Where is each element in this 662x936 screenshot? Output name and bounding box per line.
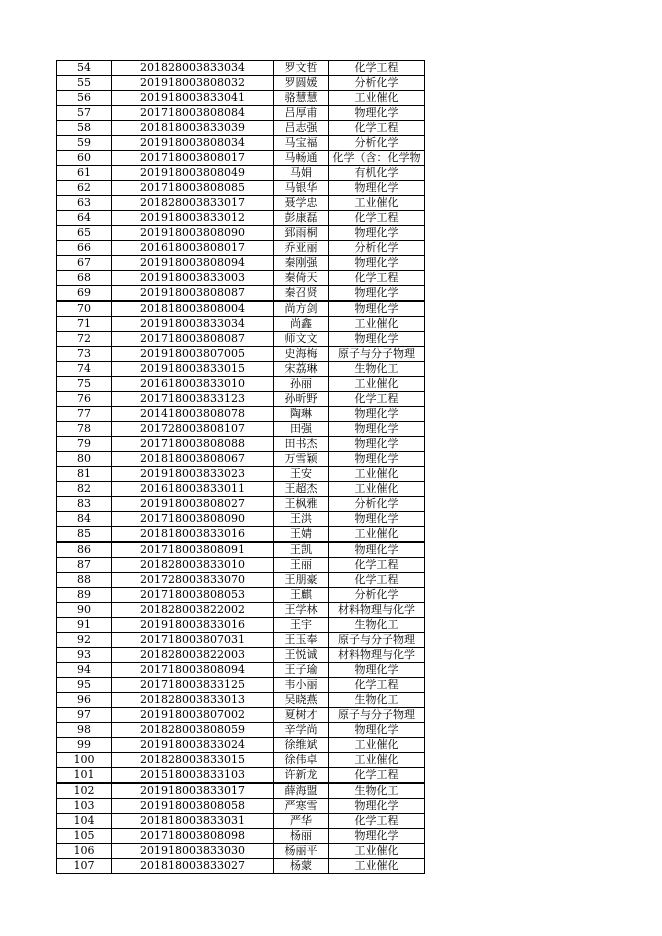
table-row xyxy=(57,497,425,512)
table-row xyxy=(57,362,425,377)
student-name-cell[interactable]: 马银华 xyxy=(274,181,329,196)
student-id-cell[interactable]: 201818003833016 xyxy=(112,527,274,543)
student-id-cell[interactable]: 201828003808059 xyxy=(112,723,274,738)
student-name-cell[interactable]: 万雪颖 xyxy=(274,452,329,467)
table-row xyxy=(57,783,425,799)
row-number-cell[interactable]: 93 xyxy=(57,648,112,663)
row-number-cell[interactable]: 84 xyxy=(57,512,112,527)
student-id-cell[interactable]: 201718003808087 xyxy=(112,332,274,347)
major-cell[interactable]: 化学工程 xyxy=(329,392,425,407)
table-row xyxy=(57,527,425,543)
table-row xyxy=(57,286,425,302)
major-cell[interactable]: 工业催化 xyxy=(329,753,425,768)
student-id-cell[interactable]: 201718003808017 xyxy=(112,151,274,166)
table-row xyxy=(57,166,425,181)
student-id-cell[interactable]: 201518003833103 xyxy=(112,768,274,784)
major-cell[interactable]: 物理化学 xyxy=(329,181,425,196)
row-number-cell[interactable]: 100 xyxy=(57,753,112,768)
student-name-cell[interactable]: 郅雨桐 xyxy=(274,226,329,241)
major-cell[interactable]: 工业催化 xyxy=(329,317,425,332)
row-number-cell[interactable]: 87 xyxy=(57,558,112,573)
major-cell[interactable]: 物理化学 xyxy=(329,437,425,452)
row-number-cell[interactable]: 54 xyxy=(57,61,112,76)
row-number-cell[interactable]: 60 xyxy=(57,151,112,166)
major-cell[interactable]: 物理化学 xyxy=(329,407,425,422)
table-row xyxy=(57,573,425,588)
table-row xyxy=(57,151,425,166)
student-name-cell[interactable]: 孙丽 xyxy=(274,377,329,392)
student-name-cell[interactable]: 师文文 xyxy=(274,332,329,347)
table-row xyxy=(57,301,425,317)
major-cell[interactable]: 化学工程 xyxy=(329,573,425,588)
row-number-cell[interactable]: 106 xyxy=(57,844,112,859)
major-cell[interactable]: 物理化学 xyxy=(329,452,425,467)
major-cell[interactable]: 有机化学 xyxy=(329,166,425,181)
student-id-cell[interactable]: 201818003808004 xyxy=(112,301,274,317)
student-id-cell[interactable]: 201918003808087 xyxy=(112,286,274,302)
student-id-cell[interactable]: 201918003833034 xyxy=(112,317,274,332)
student-name-cell[interactable]: 马宝福 xyxy=(274,136,329,151)
row-number-cell[interactable]: 86 xyxy=(57,542,112,558)
major-cell[interactable]: 分析化学 xyxy=(329,241,425,256)
student-name-cell[interactable]: 田强 xyxy=(274,422,329,437)
student-name-cell[interactable]: 宋荔琳 xyxy=(274,362,329,377)
student-name-cell[interactable]: 严华 xyxy=(274,814,329,829)
row-number-cell[interactable]: 74 xyxy=(57,362,112,377)
table-row xyxy=(57,317,425,332)
student-id-cell[interactable]: 201718003807031 xyxy=(112,633,274,648)
student-id-cell[interactable]: 201918003807005 xyxy=(112,347,274,362)
major-cell[interactable]: 工业催化 xyxy=(329,467,425,482)
major-cell[interactable]: 生物化工 xyxy=(329,362,425,377)
row-number-cell[interactable]: 104 xyxy=(57,814,112,829)
major-cell[interactable]: 化学工程 xyxy=(329,814,425,829)
student-name-cell[interactable]: 严寒雪 xyxy=(274,799,329,814)
student-name-cell[interactable]: 王玉奉 xyxy=(274,633,329,648)
student-name-cell[interactable]: 王宇 xyxy=(274,618,329,633)
table-row xyxy=(57,452,425,467)
major-cell[interactable]: 化学工程 xyxy=(329,211,425,226)
student-name-cell[interactable]: 秦刚强 xyxy=(274,256,329,271)
student-name-cell[interactable]: 尚鑫 xyxy=(274,317,329,332)
row-number-cell[interactable]: 65 xyxy=(57,226,112,241)
student-name-cell[interactable]: 骆慧慧 xyxy=(274,91,329,106)
row-number-cell[interactable]: 76 xyxy=(57,392,112,407)
student-table xyxy=(56,60,425,874)
table-row xyxy=(57,136,425,151)
major-cell[interactable]: 材料物理与化学 xyxy=(329,648,425,663)
student-id-cell[interactable]: 201718003808053 xyxy=(112,588,274,603)
major-cell[interactable]: 分析化学 xyxy=(329,497,425,512)
student-id-cell[interactable]: 201818003833039 xyxy=(112,121,274,136)
student-id-cell[interactable]: 201718003808090 xyxy=(112,512,274,527)
student-name-cell[interactable]: 彭康磊 xyxy=(274,211,329,226)
major-cell[interactable]: 原子与分子物理 xyxy=(329,633,425,648)
table-row xyxy=(57,693,425,708)
table-row xyxy=(57,512,425,527)
row-number-cell[interactable]: 61 xyxy=(57,166,112,181)
student-name-cell[interactable]: 徐伟卓 xyxy=(274,753,329,768)
student-id-cell[interactable]: 201918003833015 xyxy=(112,362,274,377)
row-number-cell[interactable]: 85 xyxy=(57,527,112,543)
row-number-cell[interactable]: 59 xyxy=(57,136,112,151)
table-row xyxy=(57,618,425,633)
student-name-cell[interactable]: 秦召贤 xyxy=(274,286,329,302)
table-row xyxy=(57,829,425,844)
row-number-cell[interactable]: 98 xyxy=(57,723,112,738)
student-id-cell[interactable]: 201828003822003 xyxy=(112,648,274,663)
student-id-cell[interactable]: 201718003808098 xyxy=(112,829,274,844)
student-id-cell[interactable]: 201818003833027 xyxy=(112,859,274,874)
student-name-cell[interactable]: 辛学尚 xyxy=(274,723,329,738)
major-cell[interactable]: 生物化工 xyxy=(329,783,425,799)
row-number-cell[interactable]: 99 xyxy=(57,738,112,753)
major-cell[interactable]: 化学工程 xyxy=(329,558,425,573)
table-row xyxy=(57,181,425,196)
row-number-cell[interactable]: 70 xyxy=(57,301,112,317)
major-cell[interactable]: 工业催化 xyxy=(329,527,425,543)
major-cell[interactable]: 工业催化 xyxy=(329,738,425,753)
major-cell[interactable]: 生物化工 xyxy=(329,618,425,633)
student-name-cell[interactable]: 马畅通 xyxy=(274,151,329,166)
major-cell[interactable]: 物理化学 xyxy=(329,663,425,678)
row-number-cell[interactable]: 96 xyxy=(57,693,112,708)
student-name-cell[interactable]: 王朋豪 xyxy=(274,573,329,588)
row-number-cell[interactable]: 63 xyxy=(57,196,112,211)
student-id-cell[interactable]: 201718003808091 xyxy=(112,542,274,558)
student-name-cell[interactable]: 史海梅 xyxy=(274,347,329,362)
major-cell[interactable]: 物理化学 xyxy=(329,332,425,347)
major-cell[interactable]: 工业催化 xyxy=(329,859,425,874)
student-id-cell[interactable]: 201918003808049 xyxy=(112,166,274,181)
student-id-cell[interactable]: 201918003808034 xyxy=(112,136,274,151)
student-id-cell[interactable]: 201918003808058 xyxy=(112,799,274,814)
row-number-cell[interactable]: 97 xyxy=(57,708,112,723)
student-id-cell[interactable]: 201818003808067 xyxy=(112,452,274,467)
row-number-cell[interactable]: 82 xyxy=(57,482,112,497)
row-number-cell[interactable]: 101 xyxy=(57,768,112,784)
table-row xyxy=(57,768,425,784)
student-id-cell[interactable]: 201728003833070 xyxy=(112,573,274,588)
student-id-cell[interactable]: 201828003833010 xyxy=(112,558,274,573)
row-number-cell[interactable]: 73 xyxy=(57,347,112,362)
student-id-cell[interactable]: 201718003833125 xyxy=(112,678,274,693)
student-id-cell[interactable]: 201918003808090 xyxy=(112,226,274,241)
student-name-cell[interactable]: 吴晓燕 xyxy=(274,693,329,708)
table-row xyxy=(57,467,425,482)
student-id-cell[interactable]: 201918003833003 xyxy=(112,271,274,286)
table-body xyxy=(57,61,425,874)
table-row xyxy=(57,106,425,121)
student-name-cell[interactable]: 王麒 xyxy=(274,588,329,603)
row-number-cell[interactable]: 107 xyxy=(57,859,112,874)
student-name-cell[interactable]: 孙昕野 xyxy=(274,392,329,407)
major-cell[interactable]: 化学工程 xyxy=(329,678,425,693)
row-number-cell[interactable]: 103 xyxy=(57,799,112,814)
table-row xyxy=(57,603,425,618)
row-number-cell[interactable]: 56 xyxy=(57,91,112,106)
major-cell[interactable]: 工业催化 xyxy=(329,91,425,106)
student-id-cell[interactable]: 201918003808027 xyxy=(112,497,274,512)
student-name-cell[interactable]: 王婧 xyxy=(274,527,329,543)
student-id-cell[interactable]: 201728003808107 xyxy=(112,422,274,437)
student-id-cell[interactable]: 201918003808032 xyxy=(112,76,274,91)
table-row xyxy=(57,633,425,648)
table-row xyxy=(57,558,425,573)
student-name-cell[interactable]: 夏树才 xyxy=(274,708,329,723)
student-id-cell[interactable]: 201618003808017 xyxy=(112,241,274,256)
major-cell[interactable]: 物理化学 xyxy=(329,301,425,317)
table-row xyxy=(57,437,425,452)
student-id-cell[interactable]: 201828003833017 xyxy=(112,196,274,211)
student-name-cell[interactable]: 吕厚甫 xyxy=(274,106,329,121)
major-cell[interactable]: 原子与分子物理 xyxy=(329,347,425,362)
student-name-cell[interactable]: 秦倚天 xyxy=(274,271,329,286)
table-row xyxy=(57,211,425,226)
major-cell[interactable]: 分析化学 xyxy=(329,76,425,91)
major-cell[interactable]: 分析化学 xyxy=(329,136,425,151)
row-number-cell[interactable]: 69 xyxy=(57,286,112,302)
student-name-cell[interactable]: 王超杰 xyxy=(274,482,329,497)
student-id-cell[interactable]: 201718003808085 xyxy=(112,181,274,196)
student-id-cell[interactable]: 201718003833123 xyxy=(112,392,274,407)
student-id-cell[interactable]: 201918003833023 xyxy=(112,467,274,482)
major-cell[interactable]: 物理化学 xyxy=(329,512,425,527)
student-name-cell[interactable]: 陶琳 xyxy=(274,407,329,422)
major-cell[interactable]: 工业催化 xyxy=(329,844,425,859)
student-name-cell[interactable]: 王枫雅 xyxy=(274,497,329,512)
student-name-cell[interactable]: 聂学忠 xyxy=(274,196,329,211)
table-row xyxy=(57,76,425,91)
student-id-cell[interactable]: 201718003808088 xyxy=(112,437,274,452)
table-row xyxy=(57,708,425,723)
major-cell[interactable]: 化学工程 xyxy=(329,271,425,286)
row-number-cell[interactable]: 80 xyxy=(57,452,112,467)
student-name-cell[interactable]: 杨丽 xyxy=(274,829,329,844)
row-number-cell[interactable]: 72 xyxy=(57,332,112,347)
student-id-cell[interactable]: 201918003833030 xyxy=(112,844,274,859)
table-row xyxy=(57,332,425,347)
student-id-cell[interactable]: 201918003833016 xyxy=(112,618,274,633)
row-number-cell[interactable]: 90 xyxy=(57,603,112,618)
table-row xyxy=(57,753,425,768)
row-number-cell[interactable]: 89 xyxy=(57,588,112,603)
row-number-cell[interactable]: 102 xyxy=(57,783,112,799)
student-name-cell[interactable]: 王丽 xyxy=(274,558,329,573)
row-number-cell[interactable]: 81 xyxy=(57,467,112,482)
major-cell[interactable]: 工业催化 xyxy=(329,377,425,392)
table-row xyxy=(57,738,425,753)
major-cell[interactable]: 物理化学 xyxy=(329,723,425,738)
major-cell[interactable]: 化学工程 xyxy=(329,768,425,784)
table-row xyxy=(57,542,425,558)
student-id-cell[interactable]: 201918003833012 xyxy=(112,211,274,226)
student-name-cell[interactable]: 徐维斌 xyxy=(274,738,329,753)
table-row xyxy=(57,256,425,271)
row-number-cell[interactable]: 71 xyxy=(57,317,112,332)
row-number-cell[interactable]: 68 xyxy=(57,271,112,286)
major-cell[interactable]: 工业催化 xyxy=(329,196,425,211)
row-number-cell[interactable]: 94 xyxy=(57,663,112,678)
student-name-cell[interactable]: 马娟 xyxy=(274,166,329,181)
row-number-cell[interactable]: 66 xyxy=(57,241,112,256)
major-cell[interactable]: 物理化学 xyxy=(329,226,425,241)
row-number-cell[interactable]: 57 xyxy=(57,106,112,121)
table-row xyxy=(57,814,425,829)
major-cell[interactable]: 物理化学 xyxy=(329,286,425,302)
student-name-cell[interactable]: 尚方剑 xyxy=(274,301,329,317)
major-cell[interactable]: 原子与分子物理 xyxy=(329,708,425,723)
row-number-cell[interactable]: 64 xyxy=(57,211,112,226)
major-cell[interactable]: 化学工程 xyxy=(329,121,425,136)
table-row xyxy=(57,91,425,106)
row-number-cell[interactable]: 79 xyxy=(57,437,112,452)
major-cell[interactable]: 物理化学 xyxy=(329,829,425,844)
major-cell[interactable]: 化学工程 xyxy=(329,61,425,76)
student-id-cell[interactable]: 201828003833015 xyxy=(112,753,274,768)
student-id-cell[interactable]: 201918003833041 xyxy=(112,91,274,106)
student-name-cell[interactable]: 韦小丽 xyxy=(274,678,329,693)
table-row xyxy=(57,588,425,603)
student-id-cell[interactable]: 201918003807002 xyxy=(112,708,274,723)
table-row xyxy=(57,482,425,497)
table-row xyxy=(57,844,425,859)
row-number-cell[interactable]: 83 xyxy=(57,497,112,512)
student-name-cell[interactable]: 罗圆媛 xyxy=(274,76,329,91)
major-cell[interactable]: 物理化学 xyxy=(329,799,425,814)
student-name-cell[interactable]: 杨丽平 xyxy=(274,844,329,859)
row-number-cell[interactable]: 58 xyxy=(57,121,112,136)
major-cell[interactable]: 工业催化 xyxy=(329,482,425,497)
row-number-cell[interactable]: 67 xyxy=(57,256,112,271)
row-number-cell[interactable]: 77 xyxy=(57,407,112,422)
row-number-cell[interactable]: 55 xyxy=(57,76,112,91)
row-number-cell[interactable]: 62 xyxy=(57,181,112,196)
student-name-cell[interactable]: 王学林 xyxy=(274,603,329,618)
major-cell[interactable]: 物理化学 xyxy=(329,106,425,121)
row-number-cell[interactable]: 95 xyxy=(57,678,112,693)
table-row xyxy=(57,422,425,437)
student-name-cell[interactable]: 薛海盟 xyxy=(274,783,329,799)
table-row xyxy=(57,226,425,241)
row-number-cell[interactable]: 75 xyxy=(57,377,112,392)
student-name-cell[interactable]: 王子瑜 xyxy=(274,663,329,678)
student-name-cell[interactable]: 王悦诚 xyxy=(274,648,329,663)
major-cell[interactable]: 生物化工 xyxy=(329,693,425,708)
table-row xyxy=(57,407,425,422)
table-row xyxy=(57,241,425,256)
student-id-cell[interactable]: 201828003833013 xyxy=(112,693,274,708)
student-id-cell[interactable]: 201418003808078 xyxy=(112,407,274,422)
major-cell[interactable]: 材料物理与化学 xyxy=(329,603,425,618)
row-number-cell[interactable]: 92 xyxy=(57,633,112,648)
table-row xyxy=(57,347,425,362)
table-row xyxy=(57,271,425,286)
student-id-cell[interactable]: 201818003833031 xyxy=(112,814,274,829)
student-id-cell[interactable]: 201828003822002 xyxy=(112,603,274,618)
row-number-cell[interactable]: 91 xyxy=(57,618,112,633)
table-row xyxy=(57,799,425,814)
student-id-cell[interactable]: 201918003833017 xyxy=(112,783,274,799)
student-name-cell[interactable]: 王洪 xyxy=(274,512,329,527)
student-id-cell[interactable]: 201718003808094 xyxy=(112,663,274,678)
table-row xyxy=(57,392,425,407)
major-cell[interactable]: 物理化学 xyxy=(329,256,425,271)
student-name-cell[interactable]: 乔亚丽 xyxy=(274,241,329,256)
table-row xyxy=(57,859,425,874)
student-id-cell[interactable]: 201718003808084 xyxy=(112,106,274,121)
table-row xyxy=(57,196,425,211)
table-row xyxy=(57,61,425,76)
row-number-cell[interactable]: 105 xyxy=(57,829,112,844)
student-name-cell[interactable]: 田书杰 xyxy=(274,437,329,452)
student-id-cell[interactable]: 201828003833034 xyxy=(112,61,274,76)
student-id-cell[interactable]: 201618003833010 xyxy=(112,377,274,392)
major-cell[interactable]: 物理化学 xyxy=(329,422,425,437)
row-number-cell[interactable]: 78 xyxy=(57,422,112,437)
table-row xyxy=(57,648,425,663)
spreadsheet xyxy=(56,60,425,874)
student-id-cell[interactable]: 201618003833011 xyxy=(112,482,274,497)
student-name-cell[interactable]: 杨蒙 xyxy=(274,859,329,874)
student-name-cell[interactable]: 许新龙 xyxy=(274,768,329,784)
table-row xyxy=(57,377,425,392)
student-name-cell[interactable]: 吕志强 xyxy=(274,121,329,136)
student-id-cell[interactable]: 201918003808094 xyxy=(112,256,274,271)
table-row xyxy=(57,663,425,678)
student-name-cell[interactable]: 王凯 xyxy=(274,542,329,558)
major-cell[interactable]: 化学（含：化学物 xyxy=(329,151,425,166)
major-cell[interactable]: 分析化学 xyxy=(329,588,425,603)
table-row xyxy=(57,121,425,136)
major-cell[interactable]: 物理化学 xyxy=(329,542,425,558)
table-row xyxy=(57,678,425,693)
table-row xyxy=(57,723,425,738)
student-name-cell[interactable]: 罗文哲 xyxy=(274,61,329,76)
row-number-cell[interactable]: 88 xyxy=(57,573,112,588)
student-name-cell[interactable]: 王安 xyxy=(274,467,329,482)
student-id-cell[interactable]: 201918003833024 xyxy=(112,738,274,753)
